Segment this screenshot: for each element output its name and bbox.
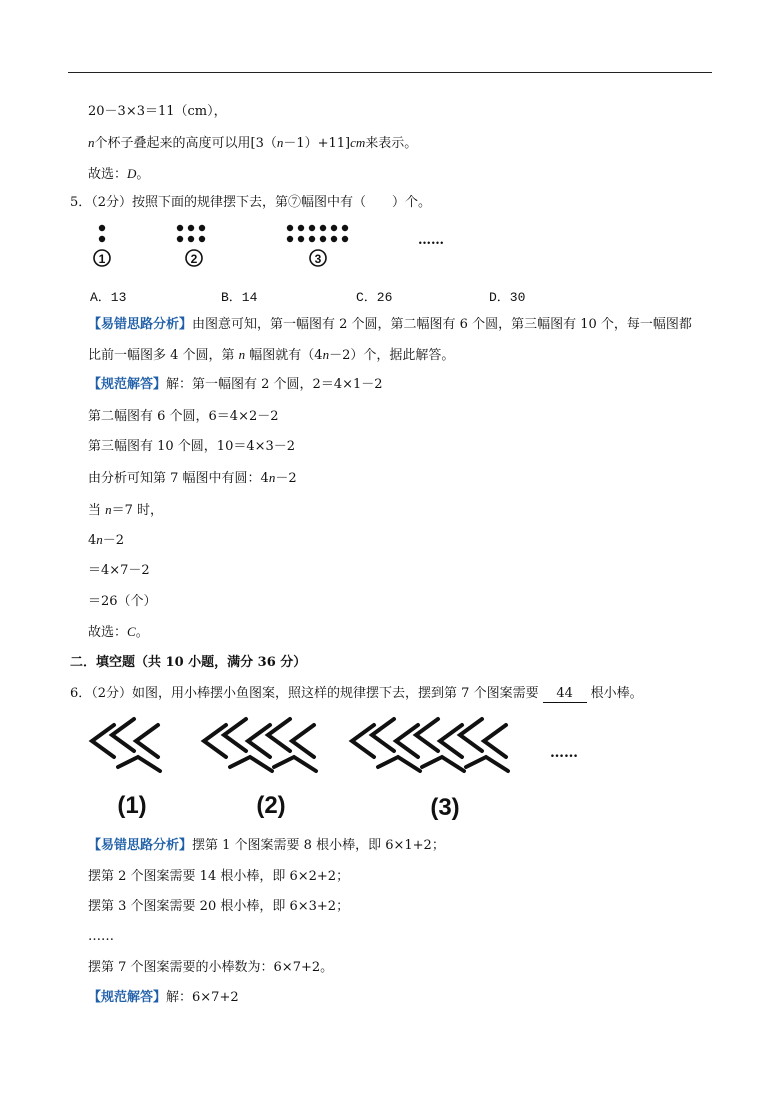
dot	[199, 236, 205, 242]
q5-dot-figures	[90, 220, 444, 275]
dot	[99, 225, 105, 231]
dot	[342, 225, 348, 231]
q5-ellipsis: ……	[418, 233, 444, 248]
prev-answer: 故选：D。	[88, 166, 150, 182]
dot	[298, 225, 304, 231]
fig-label-2: 2	[190, 252, 198, 266]
q5-solution-4: 由分析可知第 7 幅图中有圆：4n－2	[88, 470, 297, 486]
q6-fig-label-3: (3)	[430, 794, 460, 821]
q5-solution-3: 第三幅图有 10 个圆，10＝4×3－2	[88, 439, 296, 454]
dot	[177, 225, 183, 231]
q5-analysis-1: 【易错思路分析】由图意可知，第一幅图有 2 个圆，第二幅图有 6 个圆，第三幅图有 10 个，每一幅图都	[88, 317, 692, 332]
stick-group	[378, 757, 420, 771]
dot	[320, 236, 326, 242]
q6-fish-figures	[88, 715, 608, 825]
q5-option-d: D．30	[489, 290, 526, 305]
q6-analysis-2: 摆第 2 个图案需要 14 根小棒，即 6×2+2；	[88, 869, 350, 884]
dot	[287, 225, 293, 231]
prev-solution-line-1: 20－3×3＝11（cm），	[88, 104, 227, 119]
stick-group	[422, 757, 464, 771]
dot	[320, 225, 326, 231]
dot	[287, 236, 293, 242]
stick-group	[440, 725, 462, 757]
q5-analysis-2: 比前一幅图多 4 个圆，第 n 幅图就有（4n－2）个，据此解答。	[88, 347, 455, 363]
stick-group	[274, 757, 316, 771]
q6-figure-3	[352, 719, 508, 771]
dot	[331, 236, 337, 242]
q6-analysis-5: 摆第 7 个图案需要的小棒数为：6×7+2。	[88, 960, 334, 975]
dot	[188, 225, 194, 231]
q6-figure-1	[92, 719, 160, 771]
q5-option-c: C．26	[356, 290, 393, 305]
q5-option-a: A．13	[90, 290, 127, 305]
stick-group	[248, 725, 270, 757]
stick-group	[204, 725, 226, 757]
stick-group	[352, 725, 374, 757]
q5-solution-6: 4n－2	[88, 532, 125, 548]
q6-figure-2	[204, 719, 316, 771]
q5-figure-3	[287, 225, 348, 266]
stick-group	[484, 725, 506, 757]
stick-group	[396, 725, 418, 757]
q5-solution-8: ＝26（个）	[88, 594, 157, 609]
prev-solution-line-2: n个杯子叠起来的高度可以用[3（n－1）+11]cm来表示。	[88, 135, 418, 151]
q6-fig-label-1: (1)	[117, 792, 147, 819]
dot	[199, 225, 205, 231]
q5-solution-5: 当 n＝7 时，	[88, 502, 164, 518]
dot	[188, 236, 194, 242]
stick-group	[118, 757, 160, 771]
dot	[331, 225, 337, 231]
dot	[342, 236, 348, 242]
dot	[177, 236, 183, 242]
stick-group	[92, 725, 114, 757]
q6-stem: 6．（2分）如图，用小棒摆小鱼图案，照这样的规律摆下去，摆到第 7 个图案需要 44 根小棒。	[70, 686, 643, 701]
dot	[99, 236, 105, 242]
stick-group	[466, 757, 508, 771]
header-rule	[68, 72, 712, 73]
fig-label-1: 1	[98, 252, 106, 266]
q6-analysis-1: 【易错思路分析】摆第 1 个图案需要 8 根小棒，即 6×1+2；	[88, 838, 445, 853]
stick-group	[136, 725, 158, 757]
q6-analysis-3: 摆第 3 个图案需要 20 根小棒，即 6×3+2；	[88, 899, 350, 914]
q6-ellipsis: ……	[550, 745, 578, 761]
stick-group	[292, 725, 314, 757]
q6-solution-1: 【规范解答】解：6×7+2	[88, 990, 239, 1005]
q6-fig-label-2: (2)	[256, 792, 286, 819]
q5-solution-2: 第二幅图有 6 个圆，6＝4×2－2	[88, 409, 279, 424]
section-2-title: 二．填空题（共 10 小题，满分 36 分）	[70, 655, 307, 670]
stick-group	[230, 757, 272, 771]
fig-label-3: 3	[314, 252, 322, 266]
q5-solution-7: ＝4×7－2	[88, 563, 150, 578]
dot	[298, 236, 304, 242]
dot	[309, 225, 315, 231]
q5-stem: 5．（2分）按照下面的规律摆下去，第⑦幅图中有（ ）个。	[70, 195, 432, 210]
q5-figure-2	[177, 225, 205, 266]
q6-answer-blank: 44	[543, 686, 587, 703]
dot	[309, 236, 315, 242]
q5-answer: 故选：C。	[88, 624, 149, 640]
q5-option-b: B．14	[221, 290, 258, 305]
q5-figure-1	[94, 225, 110, 266]
q5-solution-1: 【规范解答】解：第一幅图有 2 个圆，2＝4×1－2	[88, 377, 383, 392]
q6-analysis-4: ……	[88, 929, 114, 944]
